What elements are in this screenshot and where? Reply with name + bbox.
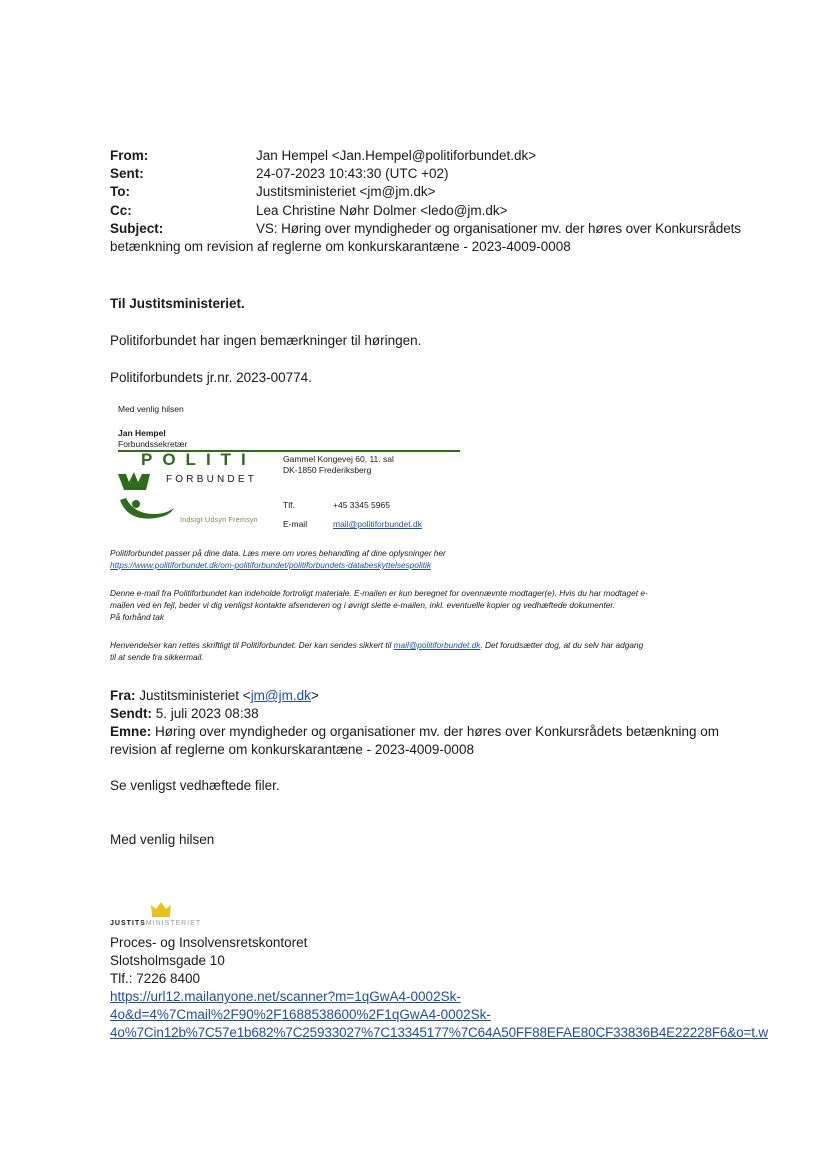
body-paragraph-2: Politiforbundets jr.nr. 2023-00774. xyxy=(110,370,312,385)
logo-tagline: Indsigt Udsyn Fremsyn xyxy=(180,517,258,524)
fwd-sent-value: 5. juli 2023 08:38 xyxy=(152,706,259,721)
ministry-address: Slotsholmsgade 10 xyxy=(110,953,225,968)
secure-mail-text: Henvendelser kan rettes skriftligt til Politiforbundet. Der kan sendes sikkert til xyxy=(110,640,394,650)
to-label: To: xyxy=(110,184,130,199)
confidentiality-line-3: På forhånd tak xyxy=(110,612,164,622)
fwd-subject-line xyxy=(110,724,719,739)
ministry-logo-light: MINISTERIET xyxy=(145,920,202,927)
secure-mail-line-2: til at sende fra sikkermail. xyxy=(110,652,204,662)
ministry-office: Proces- og Insolvensretskontoret xyxy=(110,935,308,950)
from-label: From: xyxy=(110,148,149,163)
logo-word-forbundet: FORBUNDET xyxy=(166,474,258,485)
from-value: Jan Hempel <Jan.Hempel@politiforbundet.dk> xyxy=(256,148,537,163)
phone-value: +45 3345 5965 xyxy=(333,500,390,510)
secure-mail-text-post: . Det forudsætter dog, at du selv har adgang xyxy=(480,640,644,650)
fwd-sent-line xyxy=(110,706,259,721)
confidentiality-line-1: Denne e-mail fra Politiforbundet kan indeholde fortroligt materiale. E-mailen er kun beregnet for ovennævnte modtager(e). Hvis du har modtaget e- xyxy=(110,588,648,598)
body-paragraph-1: Politiforbundet har ingen bemærkninger til høringen. xyxy=(110,333,422,348)
signature-email-link[interactable]: mail@politiforbundet.dk xyxy=(333,519,422,529)
fwd-from-value: Justitsministeriet < xyxy=(135,688,251,703)
sent-value: 24-07-2023 10:43:30 (UTC +02) xyxy=(256,166,449,181)
subject-value-line2: betænkning om revision af reglerne om konkurskarantæne - 2023-4009-0008 xyxy=(110,239,571,254)
ministry-phone: Tlf.: 7226 8400 xyxy=(110,971,201,986)
address-line-1: Gammel Kongevej 60, 11. sal xyxy=(283,454,394,464)
fwd-from-label: Fra: xyxy=(110,688,136,703)
ministry-logo xyxy=(110,920,201,927)
signature-title: Forbundssekretær xyxy=(118,439,188,449)
subject-label: Subject: xyxy=(110,221,164,236)
privacy-notice: Politiforbundet passer på dine data. Læs mere om vores behandling af dine oplysninger her xyxy=(110,548,446,558)
secure-mail-link[interactable]: mail@politiforbundet.dk xyxy=(393,640,481,650)
politiforbundet-eye-logo-icon xyxy=(116,470,176,526)
fwd-sent-label: Sendt: xyxy=(110,706,152,721)
address-line-2: DK-1850 Frederiksberg xyxy=(283,465,372,475)
fwd-from-email-link[interactable]: jm@jm.dk xyxy=(250,688,311,703)
phone-label: Tlf. xyxy=(283,500,295,510)
fwd-from-value-end: > xyxy=(310,688,319,703)
privacy-policy-link[interactable]: https://www.politiforbundet.dk/om-politiforbundet/politiforbundets-databeskyttelsespolitik xyxy=(110,560,431,570)
greeting: Til Justitsministeriet. xyxy=(110,296,245,311)
secure-mail-line-1 xyxy=(110,639,643,651)
scanner-url-line-2[interactable]: 4o&d=4%7Cmail%2F90%2F1688538600%2F1qGwA4-0002Sk- xyxy=(110,1007,491,1022)
signature-name: Jan Hempel xyxy=(118,428,166,438)
ministry-logo-bold: JUSTITS xyxy=(110,920,146,927)
scanner-url-line-1[interactable]: https://url12.mailanyone.net/scanner?m=1qGwA4-0002Sk- xyxy=(110,989,461,1004)
confidentiality-line-2: mailen ved en fejl, beder vi dig venligst kontakte afsenderen og i øvrigt slette e-mailen, inkl. eventuelle kopier og vedhæftede dokumenter. xyxy=(110,600,616,610)
email-label: E-mail xyxy=(283,519,308,529)
cc-label: Cc: xyxy=(110,203,132,218)
fwd-from-line xyxy=(110,688,319,703)
signature-closing: Med venlig hilsen xyxy=(118,404,184,414)
to-value: Justitsministeriet <jm@jm.dk> xyxy=(256,184,436,199)
fwd-body: Se venligst vedhæftede filer. xyxy=(110,778,280,793)
fwd-subject-line-2: revision af reglerne om konkurskarantæne - 2023-4009-0008 xyxy=(110,742,474,757)
fwd-subject-label: Emne: xyxy=(110,724,152,739)
fwd-closing: Med venlig hilsen xyxy=(110,832,215,847)
crown-icon xyxy=(150,900,172,918)
logo-word-politi: POLITI xyxy=(141,450,256,469)
sent-label: Sent: xyxy=(110,166,144,181)
cc-value: Lea Christine Nøhr Dolmer <ledo@jm.dk> xyxy=(256,203,508,218)
subject-value-line1: VS: Høring over myndigheder og organisationer mv. der høres over Konkursrådets xyxy=(256,221,741,236)
scanner-url-line-3[interactable]: 4o%7Cin12b%7C57e1b682%7C25933027%7C13345177%7C64A50FF88EFAE80CF33836B4E22228F6&o=t.w xyxy=(110,1025,769,1040)
fwd-subject-value: Høring over myndigheder og organisationer mv. der høres over Konkursrådets betænkning om xyxy=(151,724,720,739)
